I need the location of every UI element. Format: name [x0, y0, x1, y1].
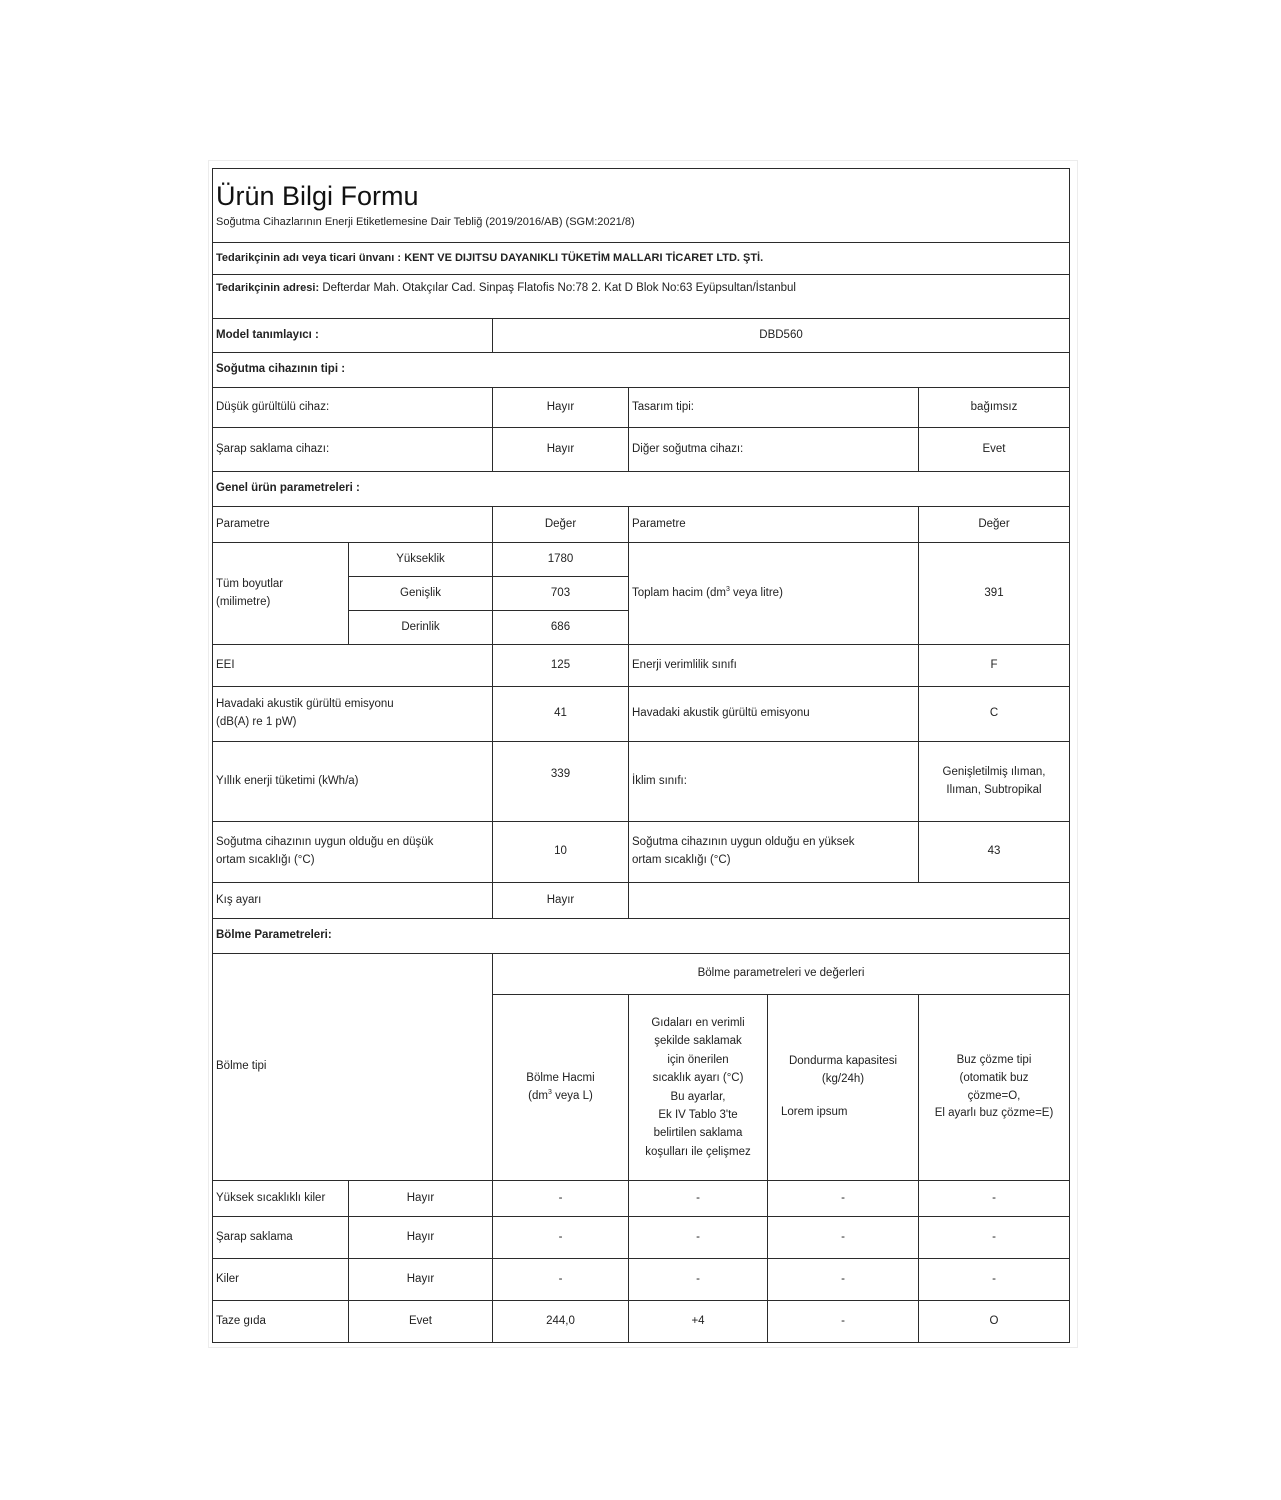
supplier-address-value: Defterdar Mah. Otakçılar Cad. Sinpaş Flatofis No:78 2. Kat D Blok No:63 Eyüpsultan/İstanbul — [322, 282, 796, 294]
energy-class-label: Enerji verimlilik sınıfı — [629, 645, 919, 687]
compartment-present: Hayır — [349, 1181, 493, 1217]
compartment-type: Kiler — [213, 1259, 349, 1301]
device-type-heading: Soğutma cihazının tipi : — [213, 353, 1070, 388]
compartment-freeze: - — [768, 1259, 919, 1301]
form-header — [213, 169, 1070, 243]
climate-class-label: İklim sınıfı: — [629, 742, 919, 822]
form-title: Ürün Bilgi Formu — [216, 180, 419, 211]
compartment-volume: 244,0 — [493, 1301, 629, 1343]
compartment-heading: Bölme Parametreleri: — [213, 919, 1070, 954]
low-noise-value: Hayır — [493, 388, 629, 428]
value-column-header-right: Değer — [919, 507, 1070, 543]
width-label: Genişlik — [349, 577, 493, 611]
compartment-defrost: - — [919, 1259, 1070, 1301]
eei-value: 125 — [493, 645, 629, 687]
design-type-label: Tasarım tipi: — [629, 388, 919, 428]
min-temp-label: Soğutma cihazının uygun olduğu en düşük ortam sıcaklığı (°C) — [213, 822, 493, 883]
compartment-freeze: - — [768, 1217, 919, 1259]
compartment-volume: - — [493, 1181, 629, 1217]
noise-class-label: Havadaki akustik gürültü emisyonu — [629, 687, 919, 742]
freezing-capacity-header: Dondurma kapasitesi (kg/24h) Lorem ipsum — [768, 995, 919, 1181]
table-row — [213, 1259, 1070, 1301]
compartment-type: Yüksek sıcaklıklı kiler — [213, 1181, 349, 1217]
annual-energy-label: Yıllık enerji tüketimi (kWh/a) — [213, 742, 493, 822]
width-value: 703 — [493, 577, 629, 611]
depth-value: 686 — [493, 611, 629, 645]
model-value: DBD560 — [493, 319, 1070, 353]
compartment-temp: - — [629, 1181, 768, 1217]
height-value: 1780 — [493, 543, 629, 577]
other-device-value: Evet — [919, 428, 1070, 472]
compartment-type: Taze gıda — [213, 1301, 349, 1343]
climate-class-value: Genişletilmiş ılıman, Ilıman, Subtropikal — [919, 742, 1070, 822]
compartment-defrost: O — [919, 1301, 1070, 1343]
winter-setting-label: Kış ayarı — [213, 883, 493, 919]
annual-energy-value: 339 — [493, 742, 629, 822]
noise-class-value: C — [919, 687, 1070, 742]
min-temp-value: 10 — [493, 822, 629, 883]
supplier-address-label: Tedarikçinin adresi: — [216, 282, 320, 294]
compartment-defrost: - — [919, 1181, 1070, 1217]
model-label: Model tanımlayıcı : — [213, 319, 493, 353]
compartment-volume-header: Bölme Hacmi ($dm^3$ veya L) — [493, 995, 629, 1181]
energy-class-value: F — [919, 645, 1070, 687]
wine-storage-label: Şarap saklama cihazı: — [213, 428, 493, 472]
empty-cell — [629, 883, 1070, 919]
compartment-volume: - — [493, 1217, 629, 1259]
noise-label: Havadaki akustik gürültü emisyonu (dB(A) re 1 pW) — [213, 687, 493, 742]
compartment-present: Hayır — [349, 1259, 493, 1301]
compartment-present: Evet — [349, 1301, 493, 1343]
general-params-heading: Genel ürün parametreleri : — [213, 472, 1070, 507]
supplier-address-row — [213, 275, 1070, 319]
form-subtitle: Soğutma Cihazlarının Enerji Etiketlemesine Dair Tebliğ (2019/2016/AB) (SGM:2021/8) — [216, 215, 635, 228]
supplier-name-label: Tedarikçinin adı veya ticari ünvanı : — [216, 251, 402, 264]
compartment-type: Şarap saklama — [213, 1217, 349, 1259]
param-column-header: Parametre — [213, 507, 493, 543]
compartment-freeze: - — [768, 1181, 919, 1217]
compartment-defrost: - — [919, 1217, 1070, 1259]
winter-setting-value: Hayır — [493, 883, 629, 919]
recommended-temp-header: Gıdaları en verimli şekilde saklamak için önerilen sıcaklık ayarı (°C) Bu ayarlar, Ek IV Tablo 3'te belirtilen saklama koşulları ile çelişmez — [629, 995, 768, 1181]
compartment-present: Hayır — [349, 1217, 493, 1259]
total-volume-value: 391 — [919, 543, 1070, 645]
depth-label: Derinlik — [349, 611, 493, 645]
supplier-name-row — [213, 243, 1070, 275]
supplier-name-value: KENT VE DIJITSU DAYANIKLI TÜKETİM MALLARI TİCARET LTD. ŞTİ. — [404, 251, 764, 264]
product-info-form — [212, 168, 1070, 1343]
total-volume-label: Toplam hacim ($dm^3$ veya litre) — [629, 543, 919, 645]
eei-label: EEI — [213, 645, 493, 687]
low-noise-label: Düşük gürültülü cihaz: — [213, 388, 493, 428]
design-type-value: bağımsız — [919, 388, 1070, 428]
max-temp-value: 43 — [919, 822, 1070, 883]
defrost-type-header: Buz çözme tipi (otomatik buz çözme=O, El ayarlı buz çözme=E) — [919, 995, 1070, 1181]
value-column-header: Değer — [493, 507, 629, 543]
max-temp-label: Soğutma cihazının uygun olduğu en yüksek ortam sıcaklığı (°C) — [629, 822, 919, 883]
noise-value: 41 — [493, 687, 629, 742]
compartment-volume: - — [493, 1259, 629, 1301]
compartment-temp: - — [629, 1217, 768, 1259]
param-column-header-right: Parametre — [629, 507, 919, 543]
dimensions-label: Tüm boyutlar (milimetre) — [213, 543, 349, 645]
compartment-params-header: Bölme parametreleri ve değerleri — [493, 954, 1070, 995]
height-label: Yükseklik — [349, 543, 493, 577]
compartment-freeze: - — [768, 1301, 919, 1343]
table-row — [213, 1181, 1070, 1217]
compartment-temp: - — [629, 1259, 768, 1301]
compartment-type-label: Bölme tipi — [213, 954, 493, 1181]
wine-storage-value: Hayır — [493, 428, 629, 472]
other-device-label: Diğer soğutma cihazı: — [629, 428, 919, 472]
table-row — [213, 1217, 1070, 1259]
table-row — [213, 1301, 1070, 1343]
compartment-temp: +4 — [629, 1301, 768, 1343]
